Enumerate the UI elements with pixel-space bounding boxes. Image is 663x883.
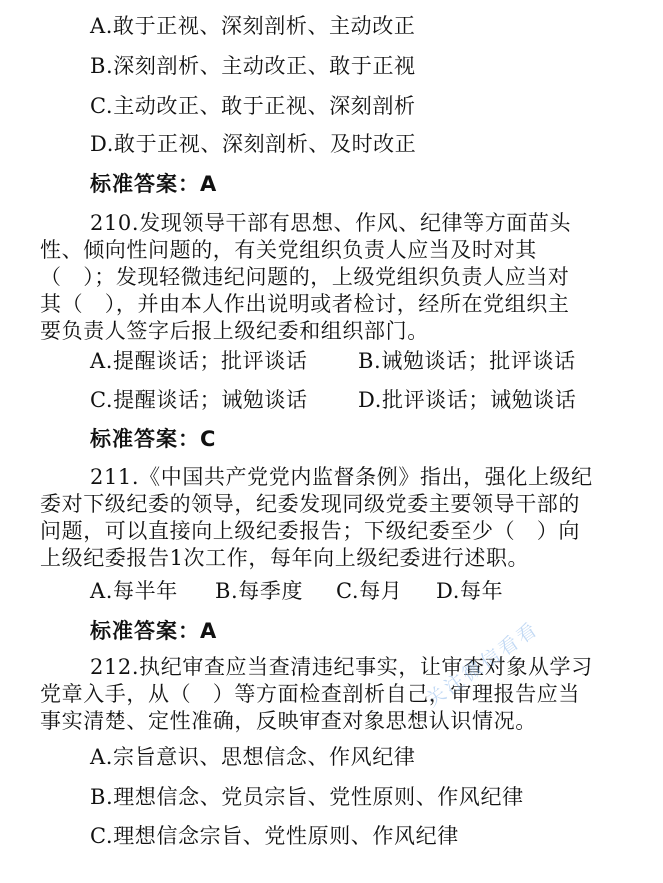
q211-option-d: D.每年: [436, 579, 504, 603]
q211-answer: 标准答案：A: [90, 619, 218, 643]
q211-option-b: B.每季度: [215, 579, 304, 603]
q210-text-line-3: （ ）；发现轻微违纪问题的，上级党组织负责人应当对: [40, 265, 570, 289]
q211-text-line-2: 委对下级纪委的领导，纪委发现同级党委主要领导干部的: [40, 492, 580, 516]
q210-text-line-2: 性、倾向性问题的，有关党组织负责人应当及时对其: [40, 238, 537, 262]
q211-text-line-3: 问题，可以直接向上级纪委报告；下级纪委至少（ ）向: [40, 519, 580, 543]
q209-option-d: D.敢于正视、深刻剖析、及时改正: [90, 132, 417, 156]
q210-text-line-5: 要负责人签字后报上级纪委和组织部门。: [40, 319, 429, 343]
q211-text-line-1: 211.《中国共产党党内监督条例》指出，强化上级纪: [90, 465, 593, 489]
q212-text-line-3: 事实清楚、定性准确，反映审查对象思想认识情况。: [40, 709, 537, 733]
q209-option-a: A.敢于正视、深刻剖析、主动改正: [90, 14, 416, 38]
q210-option-c: C.提醒谈话；诫勉谈话: [90, 388, 308, 412]
watermark: 关注微信看看: [422, 617, 544, 712]
q209-option-b: B.深刻剖析、主动改正、敢于正视: [90, 54, 416, 78]
q212-option-b: B.理想信念、党员宗旨、党性原则、作风纪律: [90, 785, 524, 809]
q212-text-line-2: 党章入手，从（ ）等方面检查剖析自己，审理报告应当: [40, 682, 580, 706]
q210-text-line-4: 其（ ），并由本人作出说明或者检讨，经所在党组织主: [40, 292, 570, 316]
q209-option-c: C.主动改正、敢于正视、深刻剖析: [90, 94, 416, 118]
q212-option-a: A.宗旨意识、思想信念、作风纪律: [90, 745, 416, 769]
q210-option-b: B.诫勉谈话；批评谈话: [358, 349, 576, 373]
q210-option-a: A.提醒谈话；批评谈话: [90, 349, 308, 373]
q211-option-a: A.每半年: [90, 579, 178, 603]
q209-answer: 标准答案：A: [90, 172, 218, 196]
q210-answer: 标准答案：C: [90, 427, 217, 451]
q210-option-d: D.批评谈话；诫勉谈话: [358, 388, 577, 412]
q212-option-c: C.理想信念宗旨、党性原则、作风纪律: [90, 824, 459, 848]
q212-text-line-1: 212.执纪审查应当查清违纪事实，让审查对象从学习: [90, 655, 593, 679]
q210-text-line-1: 210.发现领导干部有思想、作风、纪律等方面苗头: [90, 211, 572, 235]
q211-text-line-4: 上级纪委报告1次工作，每年向上级纪委进行述职。: [40, 546, 530, 570]
q211-option-c: C.每月: [336, 579, 403, 603]
